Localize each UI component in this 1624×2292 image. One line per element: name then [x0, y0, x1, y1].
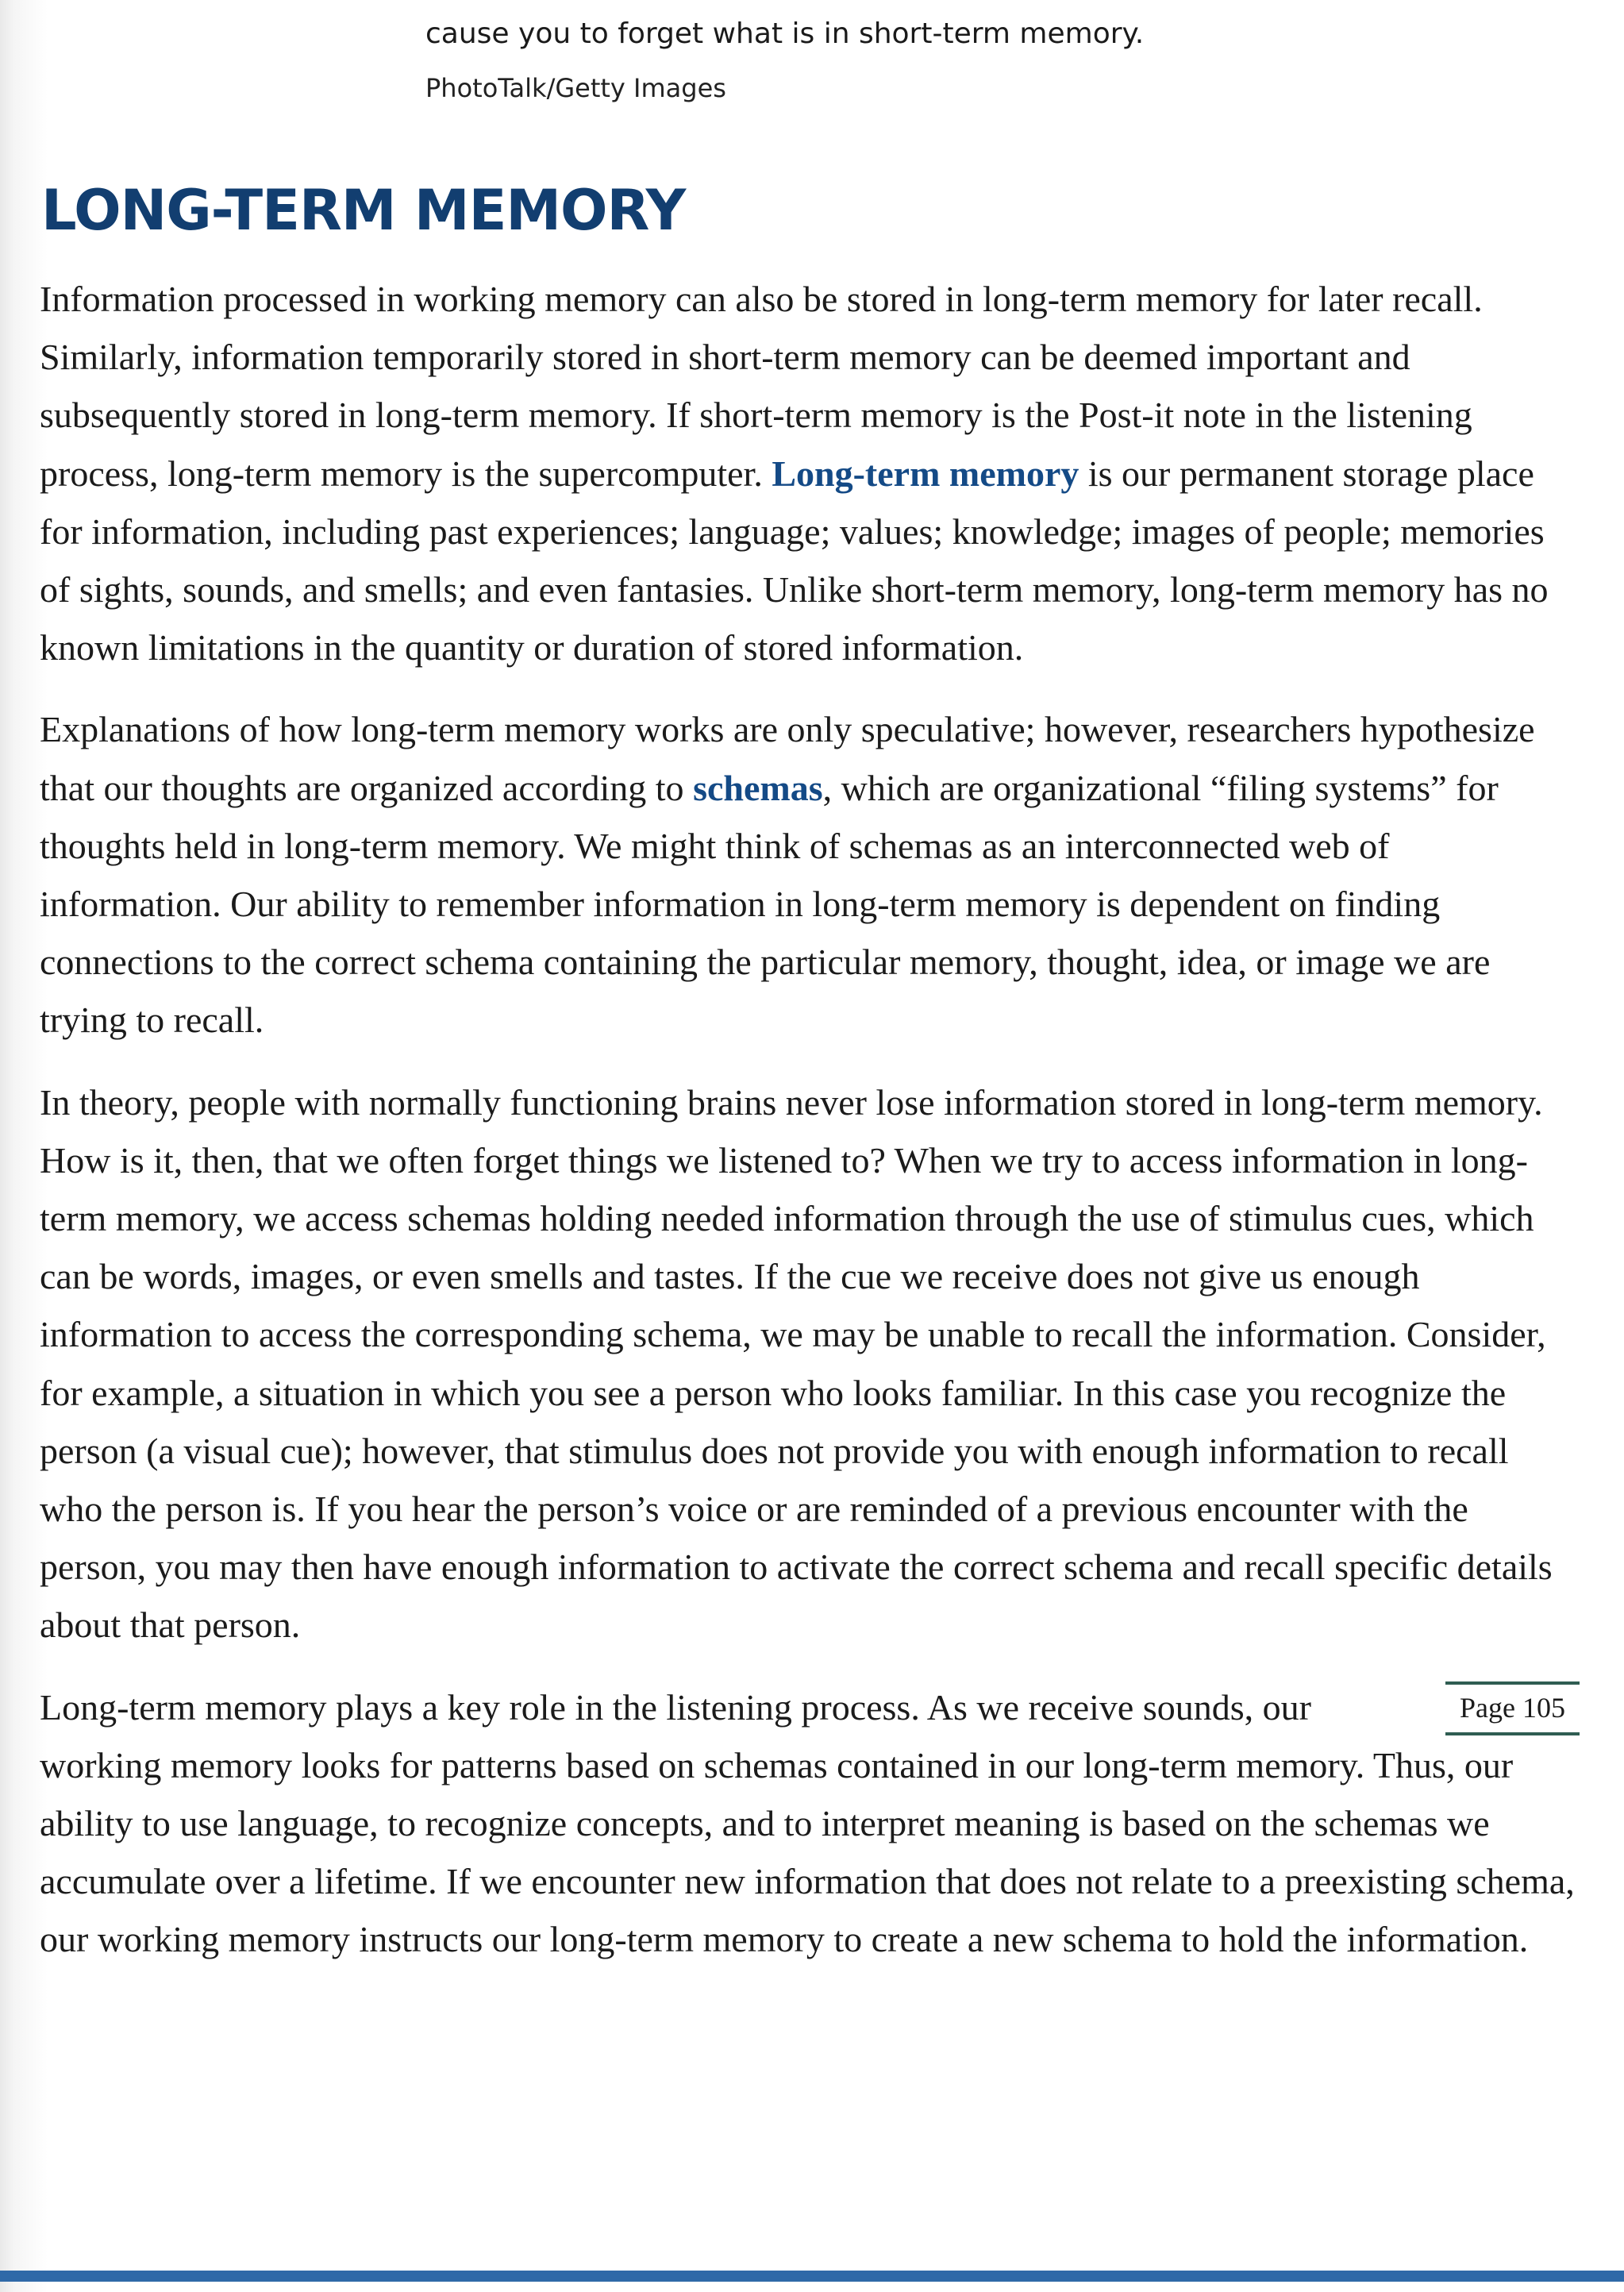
- photo-caption: [425, 14, 1457, 108]
- page-number-marker: Page 105: [1445, 1681, 1580, 1735]
- paragraph-1-text-a: Information processed in working memory can also be stored in long-term memory for later recall. Similarly, information temporarily stored in short-term memory can be deemed important and subsequently stored in long-term memory. If short-term memory is the Post-it note in the listening process, long-term memory is the supercomputer.: [40, 279, 1483, 494]
- paragraph-3: In theory, people with normally functioning brains never lose information stored in long-term memory. How is it, then, that we often forget things we listened to? When we try to access information in long-term memory, we access schemas holding needed information through the use of stimulus cues, which can be words, images, or even smells and tastes. If the cue we receive does not give us enough information to access the corresponding schema, we may be unable to recall the information. Consider, for example, a situation in which you see a person who looks familiar. In this case you recognize the person (a visual cue); however, that stimulus does not provide you with enough information to recall who the person is. If you hear the person’s voice or are reminded of a previous encounter with the person, you may then have enough information to activate the correct schema and recall specific details about that person.: [40, 1081, 1553, 1646]
- paragraph-1: [40, 270, 1580, 676]
- paragraph-1-text-b: is our permanent storage place for information, including past experiences; language; values; knowledge; images of people; memories of sights, sounds, and smells; and even fantasies. Unlike short-term memory, long-term memory has no known limitations in the quantity or duration of stored information.: [40, 453, 1549, 668]
- key-term-long-term-memory[interactable]: Long-term memory: [772, 453, 1079, 494]
- section-heading: LONG-TERM MEMORY: [41, 178, 686, 243]
- paragraph-4-text: Long-term memory plays a key role in the listening process. As we receive sounds, our working memory looks for patterns based on schemas contained in our long-term memory. Thus, our ability to use language, to recognize concepts, and to interpret meaning is based on the schemas we accumulate over a lifetime. If we encounter new information that does not relate to a preexisting schema, our working memory instructs our long-term memory to create a new schema to hold the information.: [40, 1686, 1575, 1960]
- paragraph-2-text-a: Explanations of how long-term memory works are only speculative; however, researchers hypothesize that our thoughts are organized according to: [40, 709, 1535, 808]
- paragraph-4: [40, 1678, 1580, 1969]
- paragraph-2-text-b: , which are organizational “filing systems” for thoughts held in long-term memory. We might think of schemas as an interconnected web of information. Our ability to remember information in long-term memory is dependent on finding connections to the correct schema containing the particular memory, thought, idea, or image we are trying to recall.: [40, 767, 1499, 1041]
- paragraph-2: [40, 700, 1580, 1049]
- key-term-schemas[interactable]: schemas: [693, 767, 823, 808]
- caption-text: cause you to forget what is in short-term memory.: [425, 17, 1145, 50]
- section-body: [40, 270, 1580, 1993]
- photo-credit: PhotoTalk/Getty Images: [425, 73, 726, 103]
- bottom-divider: [0, 2271, 1624, 2282]
